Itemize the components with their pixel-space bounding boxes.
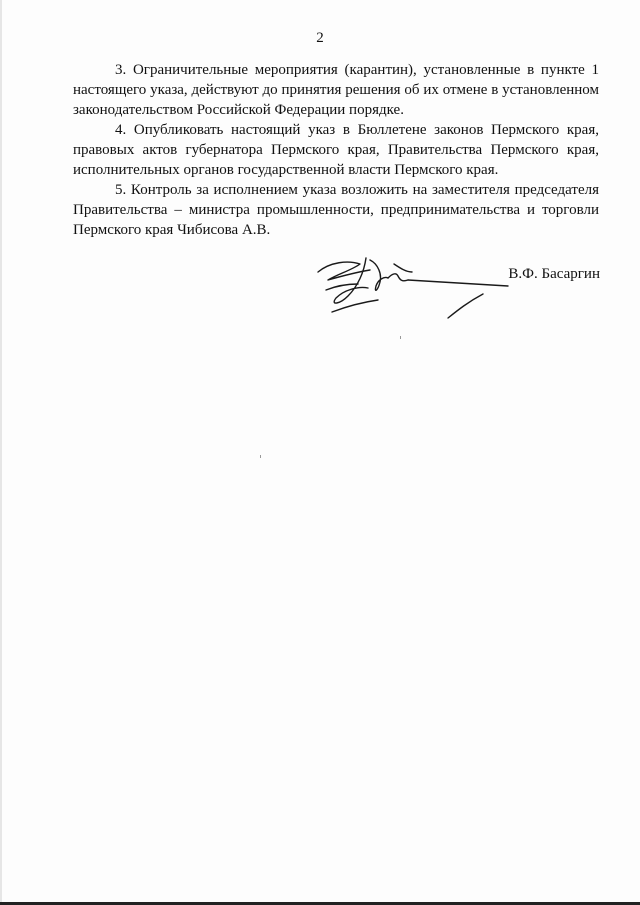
paragraph-4: 4. Опубликовать настоящий указ в Бюллетене законов Пермского края, правовых актов губернатора Пермского края, Правительства Пермского края, исполнительных органов государственной власти Пермского края.	[73, 122, 599, 178]
scan-left-edge	[0, 0, 2, 905]
paragraph-3: 3. Ограничительные мероприятия (карантин), установленные в пункте 1 настоящего указа, действуют до принятия решения об их отмене в установленном законодательством Российской Федерации порядке.	[73, 62, 599, 118]
document-body	[73, 60, 599, 240]
scan-speck	[260, 455, 261, 458]
page-number: 2	[316, 30, 324, 46]
signer-name: В.Ф. Басаргин	[508, 266, 600, 282]
scan-speck	[400, 336, 401, 339]
signature-block	[300, 250, 600, 330]
handwritten-signature-icon	[308, 250, 528, 328]
paragraph-5: 5. Контроль за исполнением указа возложить на заместителя председателя Правительства – министра промышленности, предпринимательства и торговли Пермского края Чибисова А.В.	[73, 182, 599, 238]
